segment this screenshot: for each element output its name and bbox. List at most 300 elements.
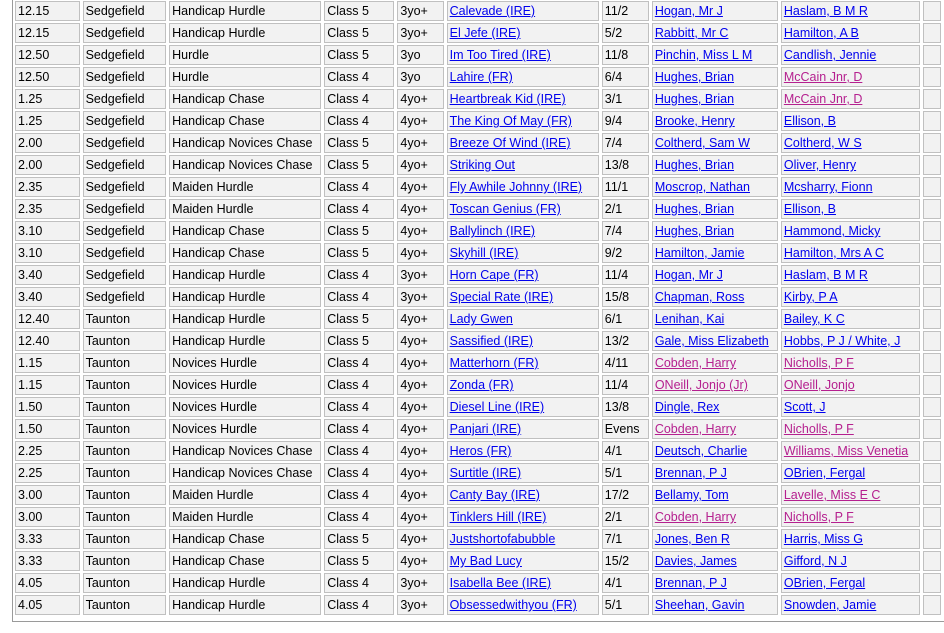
race-time-cell: 4.05 bbox=[15, 595, 80, 615]
age-cell: 4yo+ bbox=[397, 331, 443, 351]
clipped-column-cell bbox=[923, 111, 941, 131]
odds-cell: 7/1 bbox=[602, 529, 649, 549]
race-type-cell: Maiden Hurdle bbox=[169, 199, 321, 219]
jockey-cell bbox=[652, 397, 778, 417]
clipped-column-cell bbox=[923, 375, 941, 395]
odds-cell: 15/8 bbox=[602, 287, 649, 307]
jockey-link[interactable]: Hughes, Brian bbox=[654, 70, 735, 84]
trainer-link[interactable]: Hobbs, P J / White, J bbox=[783, 334, 901, 348]
clipped-column-cell bbox=[923, 287, 941, 307]
race-time-cell: 3.33 bbox=[15, 551, 80, 571]
table-row bbox=[15, 67, 941, 87]
table-row bbox=[15, 133, 941, 153]
trainer-cell bbox=[781, 375, 920, 395]
horse-link[interactable]: Fly Awhile Johnny (IRE) bbox=[449, 180, 583, 194]
clipped-column-cell bbox=[923, 331, 941, 351]
horse-link[interactable]: Obsessedwithyou (FR) bbox=[449, 598, 577, 612]
jockey-link[interactable]: Brooke, Henry bbox=[654, 114, 735, 128]
race-class-cell: Class 5 bbox=[324, 133, 394, 153]
race-time-cell: 12.50 bbox=[15, 45, 80, 65]
race-type-cell: Handicap Hurdle bbox=[169, 265, 321, 285]
jockey-cell bbox=[652, 463, 778, 483]
horse-cell bbox=[447, 419, 599, 439]
jockey-cell bbox=[652, 1, 778, 21]
race-class-cell: Class 4 bbox=[324, 265, 394, 285]
horse-cell bbox=[447, 1, 599, 21]
age-cell: 3yo bbox=[397, 67, 443, 87]
clipped-column-cell bbox=[923, 89, 941, 109]
jockey-link[interactable]: Hamilton, Jamie bbox=[654, 246, 745, 260]
horse-link[interactable]: Im Too Tired (IRE) bbox=[449, 48, 551, 62]
horse-cell bbox=[447, 265, 599, 285]
horse-link[interactable]: Panjari (IRE) bbox=[449, 422, 522, 436]
trainer-link[interactable]: Hamilton, Mrs A C bbox=[783, 246, 884, 260]
horse-cell bbox=[447, 353, 599, 373]
course-cell: Sedgefield bbox=[83, 23, 167, 43]
odds-cell: 4/1 bbox=[602, 573, 649, 593]
jockey-cell bbox=[652, 331, 778, 351]
race-time-cell: 12.40 bbox=[15, 331, 80, 351]
trainer-cell bbox=[781, 397, 920, 417]
race-time-cell: 3.33 bbox=[15, 529, 80, 549]
race-type-cell: Handicap Hurdle bbox=[169, 331, 321, 351]
age-cell: 3yo+ bbox=[397, 1, 443, 21]
race-time-cell: 2.00 bbox=[15, 155, 80, 175]
race-time-cell: 3.40 bbox=[15, 265, 80, 285]
race-type-cell: Handicap Novices Chase bbox=[169, 155, 321, 175]
clipped-column-cell bbox=[923, 45, 941, 65]
table-row bbox=[15, 199, 941, 219]
trainer-cell bbox=[781, 243, 920, 263]
jockey-cell bbox=[652, 23, 778, 43]
horse-link[interactable]: Heros (FR) bbox=[449, 444, 512, 458]
race-type-cell: Handicap Hurdle bbox=[169, 309, 321, 329]
jockey-link[interactable]: Lenihan, Kai bbox=[654, 312, 725, 326]
jockey-link[interactable]: Rabbitt, Mr C bbox=[654, 26, 729, 40]
race-time-cell: 1.15 bbox=[15, 353, 80, 373]
trainer-link[interactable]: Hamilton, A B bbox=[783, 26, 859, 40]
course-cell: Taunton bbox=[83, 375, 167, 395]
horse-link[interactable]: Horn Cape (FR) bbox=[449, 268, 539, 282]
horse-cell bbox=[447, 45, 599, 65]
clipped-column-cell bbox=[923, 595, 941, 615]
trainer-cell bbox=[781, 485, 920, 505]
table-body bbox=[15, 1, 941, 615]
table-row bbox=[15, 1, 941, 21]
odds-cell: 9/2 bbox=[602, 243, 649, 263]
jockey-link[interactable]: Coltherd, Sam W bbox=[654, 136, 750, 150]
race-time-cell: 3.10 bbox=[15, 221, 80, 241]
horse-cell bbox=[447, 551, 599, 571]
horse-cell bbox=[447, 397, 599, 417]
race-class-cell: Class 5 bbox=[324, 331, 394, 351]
clipped-column-cell bbox=[923, 177, 941, 197]
jockey-cell bbox=[652, 67, 778, 87]
trainer-link[interactable]: Gifford, N J bbox=[783, 554, 847, 568]
horse-cell bbox=[447, 199, 599, 219]
clipped-column-cell bbox=[923, 507, 941, 527]
age-cell: 4yo+ bbox=[397, 243, 443, 263]
trainer-cell bbox=[781, 573, 920, 593]
race-type-cell: Handicap Chase bbox=[169, 111, 321, 131]
trainer-cell bbox=[781, 309, 920, 329]
trainer-cell bbox=[781, 67, 920, 87]
odds-cell: 11/4 bbox=[602, 265, 649, 285]
trainer-link[interactable]: Kirby, P A bbox=[783, 290, 838, 304]
jockey-link[interactable]: Hogan, Mr J bbox=[654, 4, 723, 18]
horse-link[interactable]: Striking Out bbox=[449, 158, 515, 172]
race-time-cell: 12.15 bbox=[15, 1, 80, 21]
table-row bbox=[15, 155, 941, 175]
course-cell: Sedgefield bbox=[83, 155, 167, 175]
jockey-cell bbox=[652, 309, 778, 329]
horse-cell bbox=[447, 221, 599, 241]
trainer-link[interactable]: McCain Jnr, D bbox=[783, 70, 863, 84]
race-time-cell: 2.25 bbox=[15, 441, 80, 461]
course-cell: Sedgefield bbox=[83, 265, 167, 285]
course-cell: Taunton bbox=[83, 441, 167, 461]
jockey-link[interactable]: Moscrop, Nathan bbox=[654, 180, 750, 194]
odds-cell: 9/4 bbox=[602, 111, 649, 131]
trainer-cell bbox=[781, 221, 920, 241]
horse-link[interactable]: Ballylinch (IRE) bbox=[449, 224, 536, 238]
table-row bbox=[15, 507, 941, 527]
table-row bbox=[15, 529, 941, 549]
horse-link[interactable]: Justshortofabubble bbox=[449, 532, 556, 546]
race-type-cell: Maiden Hurdle bbox=[169, 507, 321, 527]
race-class-cell: Class 5 bbox=[324, 221, 394, 241]
odds-cell: 5/2 bbox=[602, 23, 649, 43]
horse-link[interactable]: Lady Gwen bbox=[449, 312, 513, 326]
trainer-cell bbox=[781, 595, 920, 615]
jockey-link[interactable]: Chapman, Ross bbox=[654, 290, 745, 304]
clipped-column-cell bbox=[923, 199, 941, 219]
jockey-cell bbox=[652, 199, 778, 219]
odds-cell: 4/11 bbox=[602, 353, 649, 373]
trainer-link[interactable]: Harris, Miss G bbox=[783, 532, 864, 546]
trainer-link[interactable]: OBrien, Fergal bbox=[783, 576, 866, 590]
trainer-link[interactable]: Mcsharry, Fionn bbox=[783, 180, 873, 194]
horse-link[interactable]: Special Rate (IRE) bbox=[449, 290, 554, 304]
jockey-link[interactable]: ONeill, Jonjo (Jr) bbox=[654, 378, 748, 392]
trainer-link[interactable]: Hammond, Micky bbox=[783, 224, 881, 238]
clipped-column-cell bbox=[923, 419, 941, 439]
table-row bbox=[15, 111, 941, 131]
trainer-link[interactable]: Ellison, B bbox=[783, 202, 836, 216]
age-cell: 4yo+ bbox=[397, 529, 443, 549]
horse-link[interactable]: Zonda (FR) bbox=[449, 378, 514, 392]
race-type-cell: Handicap Chase bbox=[169, 243, 321, 263]
jockey-link[interactable]: Deutsch, Charlie bbox=[654, 444, 748, 458]
trainer-link[interactable]: McCain Jnr, D bbox=[783, 92, 863, 106]
jockey-cell bbox=[652, 287, 778, 307]
table-row bbox=[15, 221, 941, 241]
age-cell: 4yo+ bbox=[397, 485, 443, 505]
jockey-link[interactable]: Hughes, Brian bbox=[654, 202, 735, 216]
horse-cell bbox=[447, 177, 599, 197]
jockey-link[interactable]: Jones, Ben R bbox=[654, 532, 730, 546]
trainer-link[interactable]: Lavelle, Miss E C bbox=[783, 488, 881, 502]
course-cell: Taunton bbox=[83, 595, 167, 615]
trainer-cell bbox=[781, 331, 920, 351]
age-cell: 4yo+ bbox=[397, 463, 443, 483]
horse-cell bbox=[447, 23, 599, 43]
course-cell: Sedgefield bbox=[83, 199, 167, 219]
jockey-cell bbox=[652, 111, 778, 131]
odds-cell: 13/2 bbox=[602, 331, 649, 351]
jockey-cell bbox=[652, 485, 778, 505]
jockey-cell bbox=[652, 243, 778, 263]
course-cell: Sedgefield bbox=[83, 89, 167, 109]
race-class-cell: Class 4 bbox=[324, 507, 394, 527]
race-type-cell: Hurdle bbox=[169, 67, 321, 87]
horse-cell bbox=[447, 309, 599, 329]
race-class-cell: Class 4 bbox=[324, 463, 394, 483]
race-class-cell: Class 4 bbox=[324, 177, 394, 197]
age-cell: 4yo+ bbox=[397, 177, 443, 197]
horse-link[interactable]: Calevade (IRE) bbox=[449, 4, 536, 18]
table-row bbox=[15, 309, 941, 329]
race-time-cell: 3.10 bbox=[15, 243, 80, 263]
table-row bbox=[15, 573, 941, 593]
jockey-link[interactable]: Cobden, Harry bbox=[654, 356, 737, 370]
trainer-cell bbox=[781, 529, 920, 549]
table-row bbox=[15, 177, 941, 197]
race-type-cell: Novices Hurdle bbox=[169, 419, 321, 439]
race-type-cell: Handicap Hurdle bbox=[169, 287, 321, 307]
race-class-cell: Class 4 bbox=[324, 419, 394, 439]
race-type-cell: Handicap Hurdle bbox=[169, 23, 321, 43]
table-row bbox=[15, 243, 941, 263]
race-type-cell: Handicap Hurdle bbox=[169, 573, 321, 593]
race-time-cell: 1.15 bbox=[15, 375, 80, 395]
horse-link[interactable]: My Bad Lucy bbox=[449, 554, 522, 568]
trainer-cell bbox=[781, 45, 920, 65]
race-type-cell: Handicap Novices Chase bbox=[169, 463, 321, 483]
jockey-link[interactable]: Brennan, P J bbox=[654, 576, 727, 590]
jockey-cell bbox=[652, 529, 778, 549]
clipped-column-cell bbox=[923, 551, 941, 571]
trainer-cell bbox=[781, 441, 920, 461]
horse-link[interactable]: Lahire (FR) bbox=[449, 70, 513, 84]
course-cell: Sedgefield bbox=[83, 133, 167, 153]
course-cell: Taunton bbox=[83, 463, 167, 483]
trainer-link[interactable]: OBrien, Fergal bbox=[783, 466, 866, 480]
jockey-link[interactable]: Pinchin, Miss L M bbox=[654, 48, 753, 62]
jockey-cell bbox=[652, 573, 778, 593]
horse-link[interactable]: Sassified (IRE) bbox=[449, 334, 533, 348]
jockey-link[interactable]: Hughes, Brian bbox=[654, 92, 735, 106]
trainer-cell bbox=[781, 199, 920, 219]
race-class-cell: Class 4 bbox=[324, 441, 394, 461]
race-time-cell: 12.15 bbox=[15, 23, 80, 43]
course-cell: Sedgefield bbox=[83, 243, 167, 263]
jockey-link[interactable]: Hogan, Mr J bbox=[654, 268, 723, 282]
horse-link[interactable]: Diesel Line (IRE) bbox=[449, 400, 545, 414]
horse-cell bbox=[447, 133, 599, 153]
course-cell: Taunton bbox=[83, 353, 167, 373]
race-time-cell: 12.40 bbox=[15, 309, 80, 329]
clipped-column-cell bbox=[923, 485, 941, 505]
odds-cell: 2/1 bbox=[602, 507, 649, 527]
course-cell: Taunton bbox=[83, 485, 167, 505]
horse-cell bbox=[447, 89, 599, 109]
trainer-link[interactable]: Bailey, K C bbox=[783, 312, 845, 326]
race-type-cell: Handicap Chase bbox=[169, 551, 321, 571]
trainer-cell bbox=[781, 419, 920, 439]
jockey-link[interactable]: Hughes, Brian bbox=[654, 224, 735, 238]
race-class-cell: Class 5 bbox=[324, 529, 394, 549]
odds-cell: 15/2 bbox=[602, 551, 649, 571]
horse-cell bbox=[447, 243, 599, 263]
odds-cell: 4/1 bbox=[602, 441, 649, 461]
trainer-link[interactable]: Oliver, Henry bbox=[783, 158, 857, 172]
race-time-cell: 4.05 bbox=[15, 573, 80, 593]
trainer-link[interactable]: Williams, Miss Venetia bbox=[783, 444, 909, 458]
race-class-cell: Class 5 bbox=[324, 1, 394, 21]
jockey-link[interactable]: Sheehan, Gavin bbox=[654, 598, 745, 612]
jockey-link[interactable]: Brennan, P J bbox=[654, 466, 727, 480]
race-time-cell: 1.50 bbox=[15, 397, 80, 417]
course-cell: Taunton bbox=[83, 309, 167, 329]
clipped-column-cell bbox=[923, 529, 941, 549]
horse-link[interactable]: Toscan Genius (FR) bbox=[449, 202, 561, 216]
race-class-cell: Class 5 bbox=[324, 155, 394, 175]
clipped-column-cell bbox=[923, 1, 941, 21]
race-class-cell: Class 4 bbox=[324, 595, 394, 615]
horse-cell bbox=[447, 111, 599, 131]
age-cell: 4yo+ bbox=[397, 309, 443, 329]
jockey-link[interactable]: Cobden, Harry bbox=[654, 510, 737, 524]
horse-link[interactable]: Surtitle (IRE) bbox=[449, 466, 522, 480]
jockey-link[interactable]: Gale, Miss Elizabeth bbox=[654, 334, 769, 348]
clipped-column-cell bbox=[923, 133, 941, 153]
jockey-cell bbox=[652, 551, 778, 571]
age-cell: 3yo bbox=[397, 45, 443, 65]
trainer-cell bbox=[781, 287, 920, 307]
race-class-cell: Class 5 bbox=[324, 551, 394, 571]
jockey-cell bbox=[652, 155, 778, 175]
age-cell: 4yo+ bbox=[397, 551, 443, 571]
trainer-cell bbox=[781, 111, 920, 131]
horse-cell bbox=[447, 463, 599, 483]
trainer-cell bbox=[781, 551, 920, 571]
table-row bbox=[15, 419, 941, 439]
table-row bbox=[15, 441, 941, 461]
race-type-cell: Handicap Hurdle bbox=[169, 595, 321, 615]
odds-cell: 13/8 bbox=[602, 155, 649, 175]
horse-link[interactable]: The King Of May (FR) bbox=[449, 114, 572, 128]
race-class-cell: Class 4 bbox=[324, 573, 394, 593]
odds-cell: 5/1 bbox=[602, 595, 649, 615]
trainer-cell bbox=[781, 353, 920, 373]
course-cell: Taunton bbox=[83, 573, 167, 593]
trainer-link[interactable]: Haslam, B M R bbox=[783, 4, 868, 18]
horse-cell bbox=[447, 287, 599, 307]
jockey-cell bbox=[652, 507, 778, 527]
clipped-column-cell bbox=[923, 155, 941, 175]
trainer-link[interactable]: Ellison, B bbox=[783, 114, 836, 128]
odds-cell: 7/4 bbox=[602, 133, 649, 153]
horse-link[interactable]: Matterhorn (FR) bbox=[449, 356, 539, 370]
jockey-cell bbox=[652, 375, 778, 395]
race-type-cell: Handicap Hurdle bbox=[169, 1, 321, 21]
jockey-link[interactable]: Cobden, Harry bbox=[654, 422, 737, 436]
race-type-cell: Novices Hurdle bbox=[169, 353, 321, 373]
table-row bbox=[15, 287, 941, 307]
race-type-cell: Handicap Chase bbox=[169, 529, 321, 549]
table-row bbox=[15, 89, 941, 109]
horse-link[interactable]: Heartbreak Kid (IRE) bbox=[449, 92, 566, 106]
trainer-cell bbox=[781, 463, 920, 483]
race-class-cell: Class 5 bbox=[324, 45, 394, 65]
horse-link[interactable]: El Jefe (IRE) bbox=[449, 26, 521, 40]
trainer-link[interactable]: Nicholls, P F bbox=[783, 422, 854, 436]
odds-cell: 5/1 bbox=[602, 463, 649, 483]
trainer-cell bbox=[781, 265, 920, 285]
jockey-cell bbox=[652, 177, 778, 197]
trainer-link[interactable]: Coltherd, W S bbox=[783, 136, 862, 150]
race-class-cell: Class 4 bbox=[324, 111, 394, 131]
table-row bbox=[15, 551, 941, 571]
clipped-column-cell bbox=[923, 397, 941, 417]
jockey-link[interactable]: Bellamy, Tom bbox=[654, 488, 729, 502]
horse-link[interactable]: Breeze Of Wind (IRE) bbox=[449, 136, 571, 150]
horse-link[interactable]: Skyhill (IRE) bbox=[449, 246, 519, 260]
trainer-link[interactable]: Nicholls, P F bbox=[783, 356, 854, 370]
clipped-column-cell bbox=[923, 463, 941, 483]
trainer-link[interactable]: Candlish, Jennie bbox=[783, 48, 877, 62]
jockey-cell bbox=[652, 89, 778, 109]
trainer-link[interactable]: Haslam, B M R bbox=[783, 268, 868, 282]
jockey-link[interactable]: Hughes, Brian bbox=[654, 158, 735, 172]
jockey-link[interactable]: Davies, James bbox=[654, 554, 737, 568]
trainer-link[interactable]: Nicholls, P F bbox=[783, 510, 854, 524]
race-time-cell: 2.35 bbox=[15, 199, 80, 219]
jockey-link[interactable]: Dingle, Rex bbox=[654, 400, 720, 414]
age-cell: 4yo+ bbox=[397, 133, 443, 153]
horse-link[interactable]: Isabella Bee (IRE) bbox=[449, 576, 552, 590]
clipped-column-cell bbox=[923, 309, 941, 329]
horse-cell bbox=[447, 485, 599, 505]
race-class-cell: Class 5 bbox=[324, 309, 394, 329]
trainer-link[interactable]: Scott, J bbox=[783, 400, 826, 414]
race-type-cell: Hurdle bbox=[169, 45, 321, 65]
course-cell: Sedgefield bbox=[83, 287, 167, 307]
horse-link[interactable]: Canty Bay (IRE) bbox=[449, 488, 540, 502]
race-type-cell: Novices Hurdle bbox=[169, 397, 321, 417]
trainer-link[interactable]: Snowden, Jamie bbox=[783, 598, 877, 612]
clipped-column-cell bbox=[923, 243, 941, 263]
odds-cell: 2/1 bbox=[602, 199, 649, 219]
trainer-link[interactable]: ONeill, Jonjo bbox=[783, 378, 855, 392]
age-cell: 4yo+ bbox=[397, 353, 443, 373]
odds-cell: 11/1 bbox=[602, 177, 649, 197]
odds-cell: 17/2 bbox=[602, 485, 649, 505]
age-cell: 3yo+ bbox=[397, 595, 443, 615]
race-type-cell: Maiden Hurdle bbox=[169, 485, 321, 505]
race-class-cell: Class 4 bbox=[324, 67, 394, 87]
race-type-cell: Handicap Chase bbox=[169, 221, 321, 241]
course-cell: Sedgefield bbox=[83, 177, 167, 197]
odds-cell: 13/8 bbox=[602, 397, 649, 417]
age-cell: 4yo+ bbox=[397, 397, 443, 417]
course-cell: Sedgefield bbox=[83, 221, 167, 241]
race-class-cell: Class 4 bbox=[324, 397, 394, 417]
race-type-cell: Handicap Novices Chase bbox=[169, 133, 321, 153]
horse-link[interactable]: Tinklers Hill (IRE) bbox=[449, 510, 547, 524]
jockey-cell bbox=[652, 221, 778, 241]
